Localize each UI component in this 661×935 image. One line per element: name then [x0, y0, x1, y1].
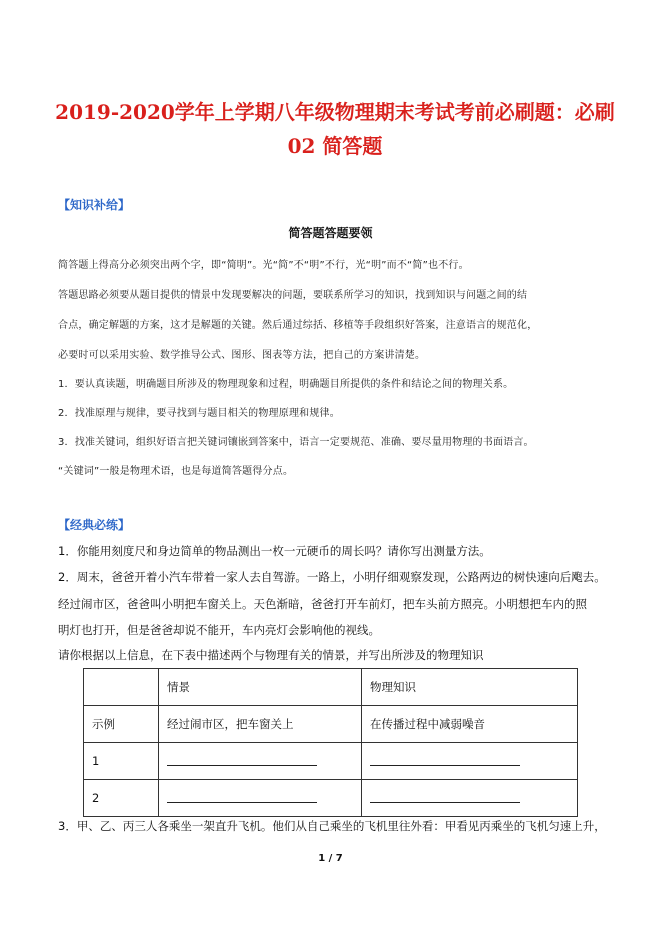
answer-blank[interactable]: [167, 753, 317, 766]
guide-paragraph: 合点，确定解题的方案，这才是解题的关键。然后通过综括、移植等手段组织好答案，注意语言的规范化，: [58, 320, 538, 331]
answer-blank-cell[interactable]: [362, 780, 578, 817]
question-2-line: 明灯也打开，但是爸爸却说不能开，车内亮灯会影响他的视线。: [58, 623, 380, 637]
guide-paragraph: “关键词”一般是物理术语，也是每道简答题得分点。: [58, 466, 294, 477]
scenario-table: [83, 668, 578, 817]
table-row: [84, 743, 578, 780]
question-2-prompt: 请你根据以上信息，在下表中描述两个与物理有关的情景，并写出所涉及的物理知识: [58, 648, 484, 662]
table-cell: 示例: [84, 706, 159, 743]
table-row: [84, 669, 578, 706]
answer-blank[interactable]: [370, 753, 520, 766]
question-3: 3．甲、乙、丙三人各乘坐一架直升飞机。他们从自己乘坐的飞机里往外看：甲看见丙乘坐的飞机匀速上升，: [58, 819, 606, 833]
guide-heading: 简答题答题要领: [288, 226, 373, 240]
table-row: [84, 780, 578, 817]
table-header-cell: 情景: [159, 669, 362, 706]
guide-paragraph: 3．找准关键词，组织好语言把关键词镶嵌到答案中，语言一定要规范、准确、要尽量用物理的书面语言。: [58, 437, 534, 448]
page-number: 1 / 7: [318, 853, 343, 864]
document-title-line2: 02 简答题: [287, 134, 383, 158]
table-header-cell: 物理知识: [362, 669, 578, 706]
table-row: [84, 706, 578, 743]
table-cell: 在传播过程中减弱噪音: [362, 706, 578, 743]
question-2-line: 经过闹市区，爸爸叫小明把车窗关上。天色渐暗，爸爸打开车前灯，把车头前方照亮。小明想把车内的照: [58, 597, 587, 611]
question-2-line: 2．周末，爸爸开着小汽车带着一家人去自驾游。一路上，小明仔细观察发现，公路两边的树快速向后飑去。: [58, 570, 606, 584]
guide-paragraph: 答题思路必须要从题目提供的情景中发现要解决的问题，要联系所学习的知识，找到知识与问题之间的结: [58, 290, 528, 301]
answer-blank-cell[interactable]: [159, 743, 362, 780]
guide-paragraph: 必要时可以采用实验、数学推导公式、图形、图表等方法，把自己的方案讲清楚。: [58, 350, 426, 361]
answer-blank-cell[interactable]: [362, 743, 578, 780]
table-cell: 2: [84, 780, 159, 817]
answer-blank[interactable]: [167, 790, 317, 803]
table-cell: 经过闹市区，把车窗关上: [159, 706, 362, 743]
answer-blank[interactable]: [370, 790, 520, 803]
section-knowledge-heading: 【知识补给】: [58, 198, 131, 212]
guide-paragraph: 简答题上得高分必须突出两个字，即“简明”。光“简”不“明”不行，光“明”而不“简”也不行。: [58, 260, 469, 271]
table-header-cell: [84, 669, 159, 706]
answer-blank-cell[interactable]: [159, 780, 362, 817]
guide-paragraph: 1．要认真读题，明确题目所涉及的物理现象和过程，明确题目所提供的条件和结论之间的物理关系。: [58, 379, 514, 390]
guide-paragraph: 2．找准原理与规律，要寻找到与题目相关的物理原理和规律。: [58, 408, 340, 419]
table-cell: 1: [84, 743, 159, 780]
document-title-line1: 2019-2020学年上学期八年级物理期末考试考前必刷题：必刷: [55, 100, 615, 124]
question-1: 1．你能用刻度尺和身边简单的物品测出一枚一元硬币的周长吗？请你写出测量方法。: [58, 544, 491, 558]
section-practice-heading: 【经典必练】: [58, 518, 131, 532]
